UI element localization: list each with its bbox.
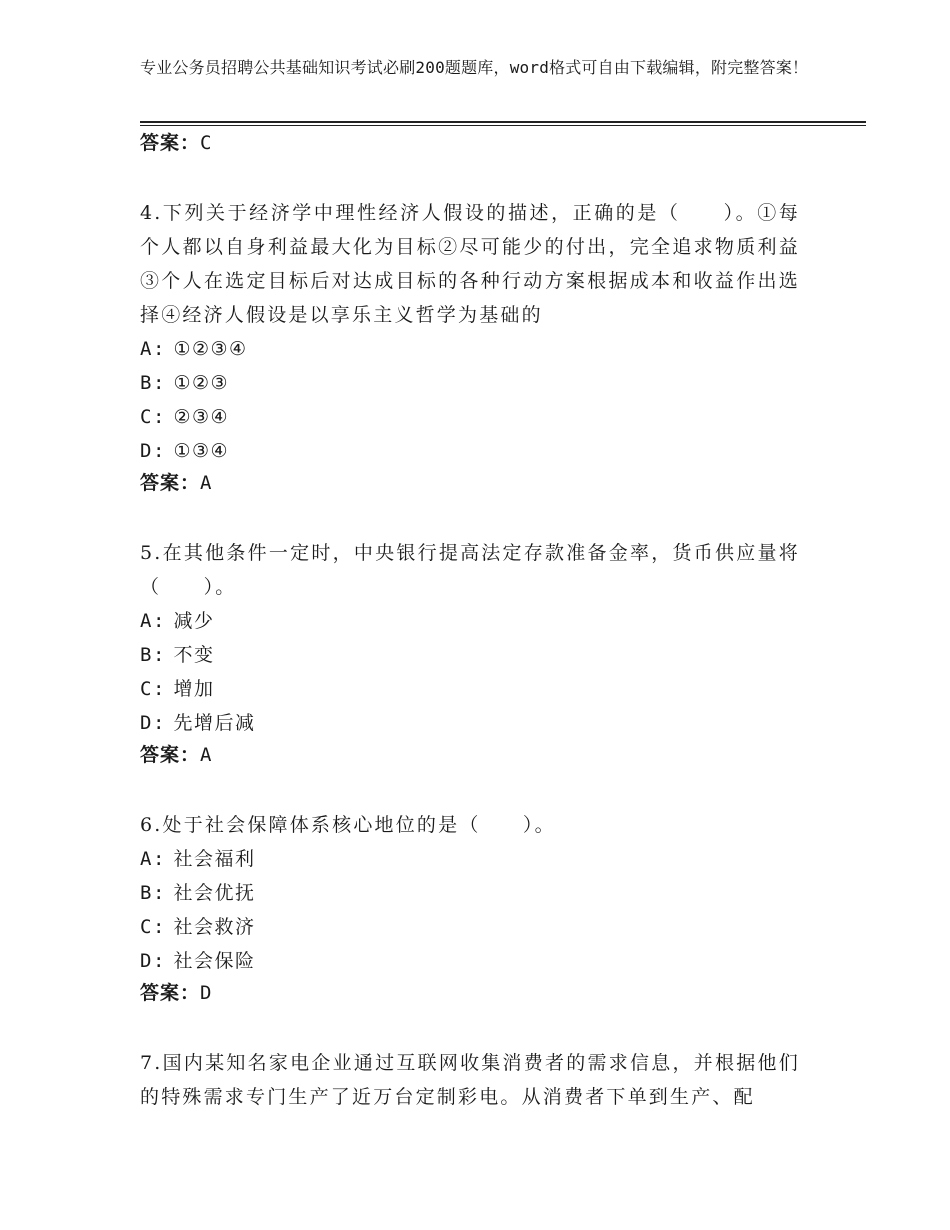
spacer <box>140 1012 800 1046</box>
answer-line <box>140 740 800 774</box>
header-divider-thin <box>140 125 866 126</box>
answer-value: D <box>200 982 213 1004</box>
option-letter: B: <box>140 644 166 666</box>
spacer <box>140 502 800 536</box>
answer-label: 答案： <box>140 472 201 494</box>
question-stem: 5.在其他条件一定时，中央银行提高法定存款准备金率，货币供应量将（ ）。 <box>140 542 800 598</box>
option-letter: D: <box>140 712 166 734</box>
spacer <box>140 162 800 196</box>
option-letter: D: <box>140 950 166 972</box>
answer-line <box>140 128 800 162</box>
option-text: 社会保险 <box>173 950 256 972</box>
header-divider-thick <box>140 121 866 123</box>
option-letter: C: <box>140 916 166 938</box>
answer-label: 答案： <box>140 982 201 1004</box>
option-letter: A: <box>140 848 166 870</box>
option-text: ①②③④ <box>173 338 248 360</box>
document-body <box>140 128 800 1114</box>
option-letter: C: <box>140 678 166 700</box>
option-text: 社会优抚 <box>173 882 256 904</box>
question-stem: 4.下列关于经济学中理性经济人假设的描述，正确的是（ ）。①每个人都以自身利益最大化为目标②尽可能少的付出，完全追求物质利益③个人在选定目标后对达成目标的各种行动方案根据成本和收益作出选择④经济人假设是以享乐主义哲学为基础的 <box>140 202 800 326</box>
answer-value: A <box>200 744 213 766</box>
option-d <box>140 944 800 978</box>
option-text: ①③④ <box>173 440 230 462</box>
option-text: 不变 <box>173 644 215 666</box>
option-a <box>140 604 800 638</box>
option-c <box>140 672 800 706</box>
answer-value: C <box>200 132 213 154</box>
option-d <box>140 434 800 468</box>
option-c <box>140 910 800 944</box>
option-text: ②③④ <box>173 406 230 428</box>
option-text: 社会福利 <box>173 848 256 870</box>
option-a <box>140 842 800 876</box>
option-text: ①②③ <box>173 372 230 394</box>
option-letter: B: <box>140 372 166 394</box>
spacer <box>140 774 800 808</box>
option-d <box>140 706 800 740</box>
option-text: 先增后减 <box>173 712 256 734</box>
option-b <box>140 366 800 400</box>
document-header: 专业公务员招聘公共基础知识考试必刷200题题库，word格式可自由下载编辑，附完整答案！ <box>140 58 809 77</box>
option-c <box>140 400 800 434</box>
option-text: 增加 <box>173 678 215 700</box>
answer-value: A <box>200 472 213 494</box>
option-a <box>140 332 800 366</box>
option-letter: A: <box>140 338 166 360</box>
answer-label: 答案： <box>140 744 201 766</box>
option-text: 减少 <box>173 610 215 632</box>
option-b <box>140 876 800 910</box>
option-letter: A: <box>140 610 166 632</box>
option-letter: D: <box>140 440 166 462</box>
question-stem: 6.处于社会保障体系核心地位的是（ ）。 <box>140 814 556 836</box>
option-letter: B: <box>140 882 166 904</box>
answer-line <box>140 978 800 1012</box>
option-text: 社会救济 <box>173 916 256 938</box>
answer-label: 答案： <box>140 132 201 154</box>
answer-line <box>140 468 800 502</box>
option-b <box>140 638 800 672</box>
question-stem: 7.国内某知名家电企业通过互联网收集消费者的需求信息，并根据他们的特殊需求专门生产了近万台定制彩电。从消费者下单到生产、配 <box>140 1052 800 1108</box>
option-letter: C: <box>140 406 166 428</box>
